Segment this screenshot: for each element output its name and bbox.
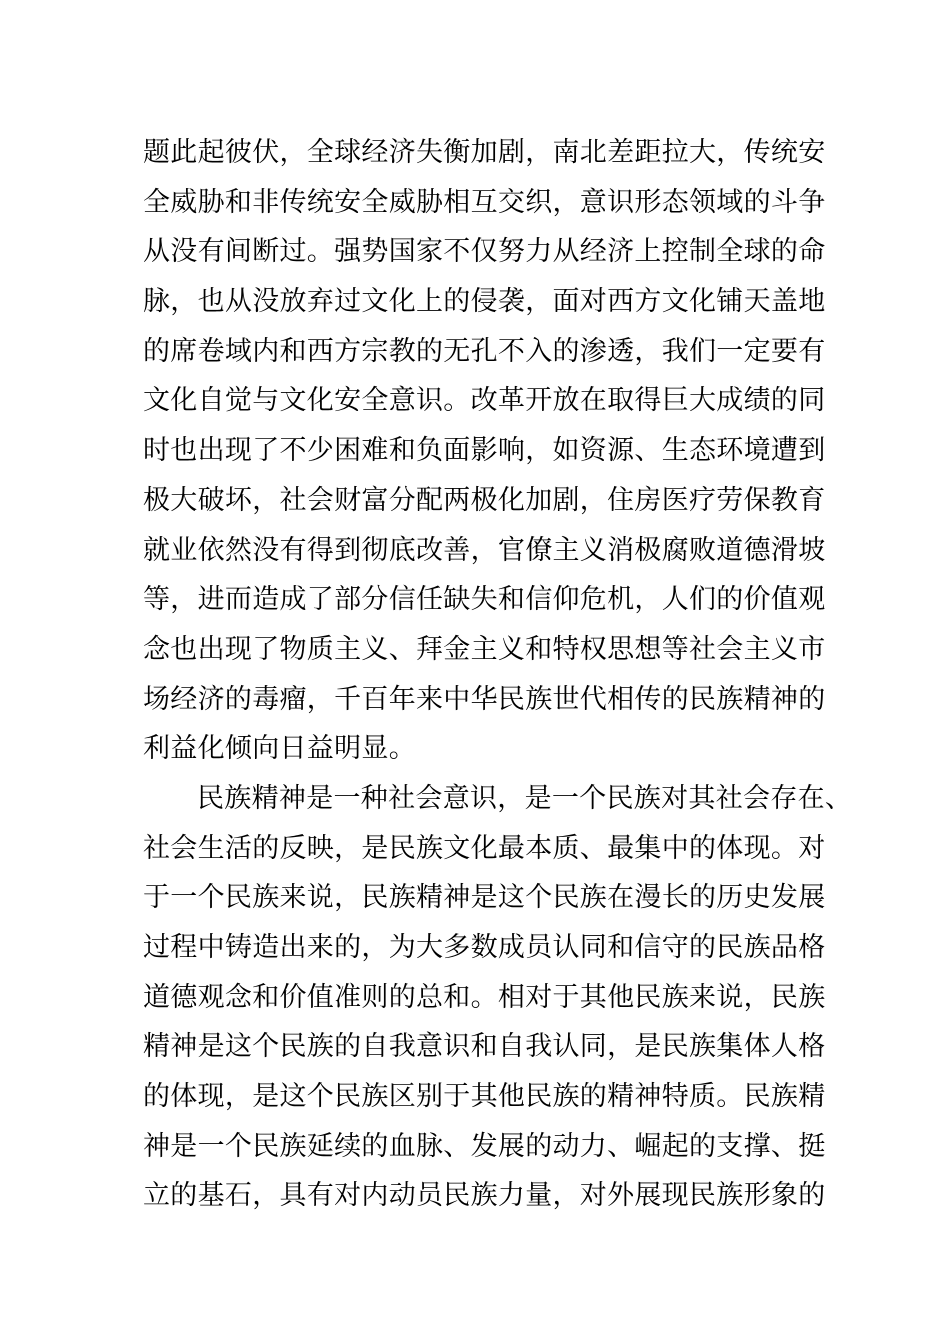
text-line: 民族精神是一种社会意识，是一个民族对其社会存在、	[197, 782, 853, 814]
body-text	[143, 128, 853, 1221]
text-line: 从没有间断过。强势国家不仅努力从经济上控制全球的命	[143, 236, 826, 268]
text-line: 就业依然没有得到彻底改善，官僚主义消极腐败道德滑坡	[143, 534, 826, 566]
paragraph-2	[143, 774, 853, 1221]
text-line: 文化自觉与文化安全意识。改革开放在取得巨大成绩的同	[143, 385, 826, 417]
text-line: 精神是这个民族的自我意识和自我认同，是民族集体人格	[143, 1031, 826, 1063]
paragraph-1	[143, 128, 826, 774]
text-line: 的席卷域内和西方宗教的无孔不入的渗透，我们一定要有	[143, 335, 826, 367]
text-line: 极大破坏，社会财富分配两极化加剧，住房医疗劳保教育	[143, 484, 826, 516]
text-line: 场经济的毒瘤，千百年来中华民族世代相传的民族精神的	[143, 683, 826, 715]
text-line: 过程中铸造出来的，为大多数成员认同和信守的民族品格	[143, 932, 826, 963]
text-line: 社会生活的反映，是民族文化最本质、最集中的体现。对	[143, 832, 826, 864]
text-line: 念也出现了物质主义、拜金主义和特权思想等社会主义市	[143, 633, 826, 665]
text-line: 于一个民族来说，民族精神是这个民族在漫长的历史发展	[143, 882, 826, 914]
text-line: 时也出现了不少困难和负面影响，如资源、生态环境遭到	[143, 435, 826, 467]
text-line: 全威胁和非传统安全威胁相互交织，意识形态领域的斗争	[143, 186, 826, 218]
text-line: 题此起彼伏，全球经济失衡加剧，南北差距拉大，传统安	[143, 137, 826, 168]
text-line: 利益化倾向日益明显。	[143, 733, 416, 765]
text-line: 的体现，是这个民族区别于其他民族的精神特质。民族精	[143, 1081, 826, 1113]
text-line: 神是一个民族延续的血脉、发展的动力、崛起的支撑、挺	[143, 1130, 826, 1162]
text-line: 立的基石，具有对内动员民族力量，对外展现民族形象的	[143, 1180, 826, 1212]
text-line: 道德观念和价值准则的总和。相对于其他民族来说，民族	[143, 981, 826, 1013]
text-line: 等，进而造成了部分信任缺失和信仰危机，人们的价值观	[143, 584, 826, 616]
text-line: 脉，也从没放弃过文化上的侵袭，面对西方文化铺天盖地	[143, 286, 826, 318]
